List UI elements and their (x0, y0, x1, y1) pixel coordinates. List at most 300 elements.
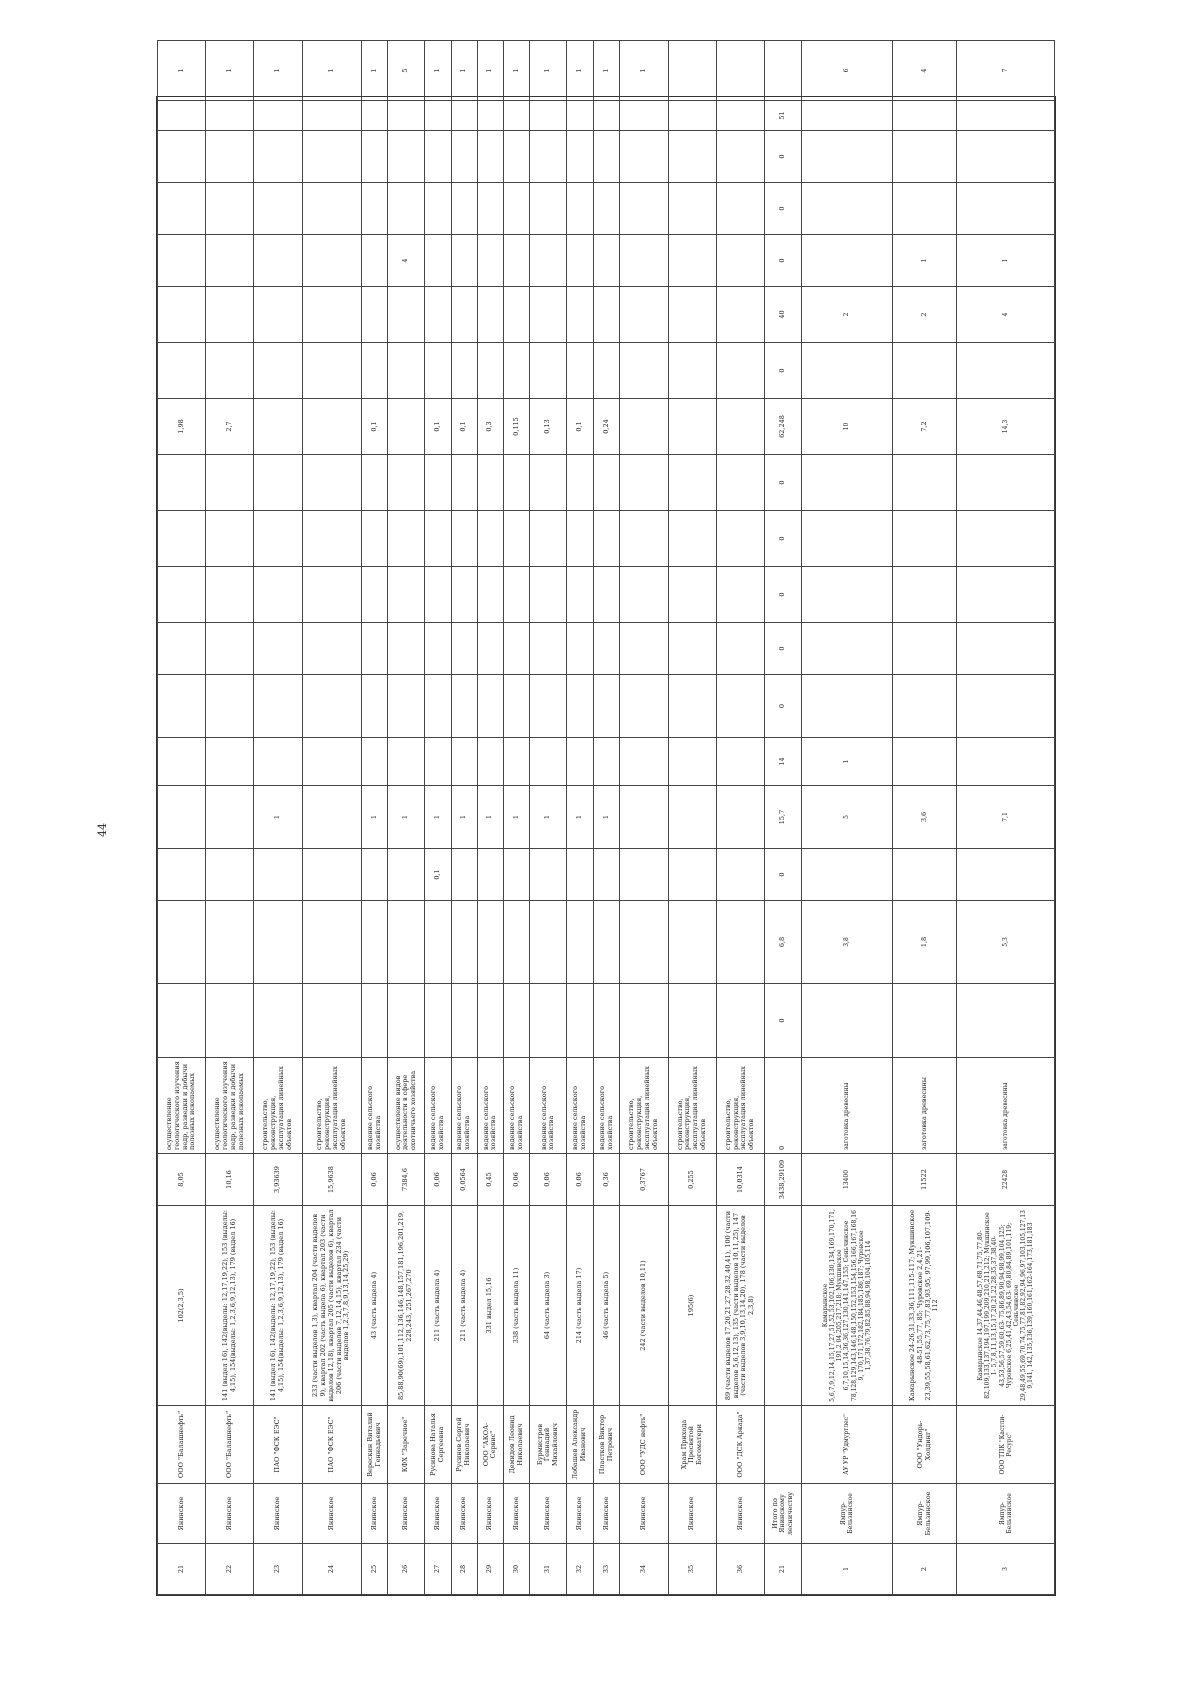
cell-forest-district: Янинское (206, 1484, 254, 1544)
cell-indicator-6 (668, 675, 716, 738)
cell-indicator-13 (668, 287, 716, 343)
cell-tenant: КФХ "Заречное" (388, 1406, 425, 1484)
cell-indicator-15: 0 (765, 183, 802, 235)
cell-indicator-17 (254, 101, 302, 131)
cell-use-type: заготовка древесины (802, 1058, 892, 1154)
cell-area-ha: 0,255 (668, 1154, 716, 1206)
cell-indicator-15 (620, 183, 668, 235)
cell-indicator-1 (477, 984, 503, 1058)
cell-indicator-8 (158, 567, 206, 623)
cell-indicator-11: 10 (802, 399, 892, 455)
cell-indicator-13 (567, 287, 593, 343)
cell-indicator-6 (716, 675, 764, 738)
cell-indicator-10 (302, 455, 361, 511)
cell-row-number: 26 (388, 1544, 425, 1595)
cell-indicator-7 (503, 623, 529, 675)
cell-indicator-18: 7 (957, 41, 1055, 101)
cell-indicator-13 (302, 287, 361, 343)
cell-indicator-3 (254, 849, 302, 901)
cell-tenant: Русинов Сергей Николаевич (451, 1406, 477, 1484)
cell-indicator-14 (503, 235, 529, 287)
cell-indicator-13 (158, 287, 206, 343)
cell-indicator-3 (957, 849, 1055, 901)
cell-tenant: Бурмистров Геннадий Михайлович (530, 1406, 567, 1484)
cell-indicator-11 (620, 399, 668, 455)
cell-indicator-14 (477, 235, 503, 287)
cell-indicator-7 (451, 623, 477, 675)
cell-indicator-11: 0,1 (567, 399, 593, 455)
cell-indicator-7 (802, 623, 892, 675)
cell-indicator-8 (302, 567, 361, 623)
cell-indicator-16 (302, 131, 361, 183)
cell-area-ha: 0,06 (361, 1154, 387, 1206)
cell-quarters-plots: Камарынское 5,6,7,9,12,14,15,17,27,51,52,53,102,106,130,134,169,170,171,191,2 04,205,217,218; Мукшинское 6,7,10,15,14,36,36,127,130,141,147,155; Сеньчинское 78,128,129,143,146,148,150,152,153,154,156,166,167,168,169, 170,171,172,182,184,185,186,187; Чуровское 1,37,38,76,79,82,85,88,94,98,104,105,114 (802, 1206, 892, 1406)
cell-forest-district: Янинское (477, 1484, 503, 1544)
cell-indicator-15 (530, 183, 567, 235)
cell-indicator-10 (158, 455, 206, 511)
cell-indicator-2 (503, 901, 529, 984)
cell-indicator-12 (425, 343, 451, 399)
cell-indicator-15 (567, 183, 593, 235)
cell-quarters-plots: 214 (часть выдела 17) (567, 1206, 593, 1406)
cell-indicator-16 (716, 131, 764, 183)
cell-indicator-16 (567, 131, 593, 183)
cell-area-ha: 15,9638 (302, 1154, 361, 1206)
cell-tenant: Лобашев Александр Иванович (567, 1406, 593, 1484)
cell-forest-district: Янинское (361, 1484, 387, 1544)
cell-indicator-4 (668, 786, 716, 849)
cell-tenant: ПАО "ФСК ЕЭС" (254, 1406, 302, 1484)
cell-use-type: 0 (765, 1058, 802, 1154)
cell-indicator-10 (477, 455, 503, 511)
cell-indicator-2 (254, 901, 302, 984)
cell-row-number: 23 (254, 1544, 302, 1595)
cell-row-number: 21 (158, 1544, 206, 1595)
cell-use-type: ведение сельского хозяйства (503, 1058, 529, 1154)
cell-indicator-13 (451, 287, 477, 343)
cell-indicator-9 (716, 511, 764, 567)
cell-indicator-14 (593, 235, 620, 287)
cell-quarters-plots: 211 (часть выдела 4) (451, 1206, 477, 1406)
cell-row-number: 29 (477, 1544, 503, 1595)
cell-indicator-17 (892, 101, 957, 131)
cell-quarters-plots: 46 (часть выдела 5) (593, 1206, 620, 1406)
cell-tenant: ООО "ДСК Аркада" (716, 1406, 764, 1484)
cell-indicator-16 (425, 131, 451, 183)
cell-indicator-18 (668, 41, 716, 101)
cell-forest-district: Янинское (716, 1484, 764, 1544)
cell-row-number: 32 (567, 1544, 593, 1595)
cell-indicator-9 (593, 511, 620, 567)
cell-indicator-13 (620, 287, 668, 343)
cell-row-number: 21 (765, 1544, 802, 1595)
cell-forest-district: Янинское (254, 1484, 302, 1544)
cell-indicator-9 (802, 511, 892, 567)
cell-indicator-8 (593, 567, 620, 623)
cell-indicator-1 (388, 984, 425, 1058)
cell-row-number: 30 (503, 1544, 529, 1595)
cell-indicator-17 (593, 101, 620, 131)
cell-indicator-12 (892, 343, 957, 399)
cell-use-type: ведение сельского хозяйства (530, 1058, 567, 1154)
cell-quarters-plots: 195(6) (668, 1206, 716, 1406)
cell-indicator-17 (503, 101, 529, 131)
cell-indicator-10 (451, 455, 477, 511)
cell-indicator-1 (254, 984, 302, 1058)
cell-indicator-12 (567, 343, 593, 399)
cell-indicator-7 (567, 623, 593, 675)
cell-indicator-12 (530, 343, 567, 399)
table-row (451, 41, 477, 1595)
cell-indicator-18: 1 (593, 41, 620, 101)
cell-indicator-11: 14,3 (957, 399, 1055, 455)
cell-indicator-5 (716, 738, 764, 786)
cell-indicator-14: 1 (892, 235, 957, 287)
cell-forest-district: Янинское (158, 1484, 206, 1544)
cell-quarters-plots: 331 выдел 15,16 (477, 1206, 503, 1406)
cell-indicator-9 (206, 511, 254, 567)
cell-indicator-9 (892, 511, 957, 567)
cell-indicator-4: 1 (503, 786, 529, 849)
table-row (765, 41, 802, 1595)
cell-area-ha: 0,36 (593, 1154, 620, 1206)
cell-indicator-16 (892, 131, 957, 183)
cell-indicator-1 (530, 984, 567, 1058)
cell-indicator-14 (668, 235, 716, 287)
cell-row-number: 25 (361, 1544, 387, 1595)
cell-indicator-4: 1 (593, 786, 620, 849)
cell-forest-district: Янинское (451, 1484, 477, 1544)
cell-indicator-1: 0 (765, 984, 802, 1058)
cell-indicator-11 (302, 399, 361, 455)
table-row (530, 41, 567, 1595)
cell-indicator-17 (668, 101, 716, 131)
cell-indicator-3 (302, 849, 361, 901)
cell-indicator-11: 2,7 (206, 399, 254, 455)
cell-indicator-7 (361, 623, 387, 675)
cell-indicator-4: 1 (425, 786, 451, 849)
cell-indicator-11 (388, 399, 425, 455)
cell-indicator-18 (716, 41, 764, 101)
cell-indicator-5: 1 (802, 738, 892, 786)
cell-indicator-17 (477, 101, 503, 131)
cell-indicator-6 (892, 675, 957, 738)
cell-tenant: ООО "Ундорь-Холдинг" (892, 1406, 957, 1484)
cell-indicator-7 (206, 623, 254, 675)
cell-indicator-13 (716, 287, 764, 343)
cell-tenant: ООО ТПК "Кастли-Ресурс" (957, 1406, 1055, 1484)
cell-area-ha: 0,06 (503, 1154, 529, 1206)
cell-indicator-2 (593, 901, 620, 984)
cell-quarters-plots: 338 (часть выдела 11) (503, 1206, 529, 1406)
cell-indicator-7 (593, 623, 620, 675)
cell-indicator-5 (302, 738, 361, 786)
cell-indicator-1 (206, 984, 254, 1058)
cell-indicator-6 (802, 675, 892, 738)
cell-forest-district: Янинское (530, 1484, 567, 1544)
cell-area-ha: 0,45 (477, 1154, 503, 1206)
table-row (425, 41, 451, 1595)
cell-indicator-4 (716, 786, 764, 849)
cell-indicator-15 (957, 183, 1055, 235)
cell-indicator-16 (158, 131, 206, 183)
cell-indicator-9 (567, 511, 593, 567)
table-row (206, 41, 254, 1595)
cell-indicator-6 (567, 675, 593, 738)
cell-indicator-13: 2 (892, 287, 957, 343)
cell-indicator-18: 1 (451, 41, 477, 101)
cell-indicator-2 (477, 901, 503, 984)
cell-indicator-13: 2 (802, 287, 892, 343)
cell-indicator-14 (361, 235, 387, 287)
cell-indicator-17 (206, 101, 254, 131)
cell-quarters-plots: 102(2,3,5) (158, 1206, 206, 1406)
cell-indicator-6 (361, 675, 387, 738)
cell-indicator-9 (957, 511, 1055, 567)
cell-indicator-2: 1,8 (892, 901, 957, 984)
cell-indicator-2: 3,8 (802, 901, 892, 984)
cell-indicator-10 (254, 455, 302, 511)
cell-indicator-9: 0 (765, 511, 802, 567)
cell-indicator-11 (254, 399, 302, 455)
cell-indicator-1 (620, 984, 668, 1058)
cell-indicator-2 (668, 901, 716, 984)
cell-indicator-14 (530, 235, 567, 287)
cell-indicator-4: 1 (530, 786, 567, 849)
cell-indicator-3 (620, 849, 668, 901)
cell-indicator-9 (451, 511, 477, 567)
cell-indicator-17 (620, 101, 668, 131)
cell-forest-district: Янинское (302, 1484, 361, 1544)
cell-indicator-2 (302, 901, 361, 984)
cell-area-ha: 10,0314 (716, 1154, 764, 1206)
cell-indicator-10 (668, 455, 716, 511)
cell-indicator-13 (388, 287, 425, 343)
cell-quarters-plots: Камарынское 14,37,44,46,48,57,68,71,75,77,80- 82,109,133,137,194,197,199,209,210,211,212; Мукшинское 1- 5,7,8,11,13,15,17,20,21,22,28,35,37,38,40-43,53,56,57,59,60,63- 75,86,89,90,94,98,99,104,125; Чуровское 6,25,41,42,43,54,63- 69,80,84,89,101,119; Сеньчинское 29,48,49,55,69,70,74,75,77,81,82,92,94,96,97,103,105,127,139,141, 142,135,136,139,160,161,162-164,173,181,183 (957, 1206, 1055, 1406)
cell-indicator-3 (503, 849, 529, 901)
cell-quarters-plots: 242 (части выделов 10,11) (620, 1206, 668, 1406)
cell-indicator-15 (302, 183, 361, 235)
cell-area-ha: 0,06 (530, 1154, 567, 1206)
cell-indicator-8 (530, 567, 567, 623)
cell-indicator-4: 1 (567, 786, 593, 849)
cell-indicator-9 (530, 511, 567, 567)
cell-use-type: заготовка древесины (957, 1058, 1055, 1154)
cell-indicator-1 (158, 984, 206, 1058)
cell-use-type: строительство, реконструкция, эксплуатация линейных объектов (668, 1058, 716, 1154)
cell-indicator-2 (716, 901, 764, 984)
cell-use-type: ведение сельского хозяйства (477, 1058, 503, 1154)
cell-indicator-18: 1 (206, 41, 254, 101)
cell-indicator-18: 1 (477, 41, 503, 101)
cell-indicator-18: 1 (425, 41, 451, 101)
cell-indicator-11: 0,115 (503, 399, 529, 455)
cell-indicator-7 (254, 623, 302, 675)
cell-indicator-18: 1 (530, 41, 567, 101)
cell-indicator-16 (254, 131, 302, 183)
cell-indicator-10: 0 (765, 455, 802, 511)
cell-indicator-17 (802, 101, 892, 131)
cell-tenant: ООО "АКОА-Сервис" (477, 1406, 503, 1484)
cell-indicator-16 (388, 131, 425, 183)
cell-indicator-8 (503, 567, 529, 623)
cell-indicator-16 (477, 131, 503, 183)
table-row (567, 41, 593, 1595)
table-row (361, 41, 387, 1595)
cell-row-number: 24 (302, 1544, 361, 1595)
cell-use-type: осуществление геологического изучения недр, разведки и добычи полезных ископаемых (158, 1058, 206, 1154)
cell-row-number: 34 (620, 1544, 668, 1595)
cell-indicator-12 (451, 343, 477, 399)
cell-quarters-plots: 89 (части выделов 17,20,21,27,28,32,40,41), 100 (части выделов 5,6,12,13), 135 (части выделов 10,11,25), 147 (части выделов 3,9,10,13,14,20), 178 (части выделов 2,3,8) (716, 1206, 764, 1406)
cell-area-ha: 22428 (957, 1154, 1055, 1206)
cell-indicator-16 (802, 131, 892, 183)
cell-indicator-10 (620, 455, 668, 511)
cell-indicator-3 (388, 849, 425, 901)
table-row (503, 41, 529, 1595)
cell-indicator-11: 0,1 (451, 399, 477, 455)
cell-use-type: ведение сельского хозяйства (451, 1058, 477, 1154)
cell-quarters-plots: 141 (выдел 16), 142(выделы: 12,17,19,22), 153 (выделы: 4,15), 154(выделы: 1,2,3,6,9,12,13), 179 (выдел 16) (206, 1206, 254, 1406)
cell-indicator-2 (451, 901, 477, 984)
cell-indicator-10 (567, 455, 593, 511)
cell-indicator-9 (668, 511, 716, 567)
cell-area-ha: 0,06 (425, 1154, 451, 1206)
cell-indicator-11: 0,3 (477, 399, 503, 455)
cell-indicator-4: 1 (388, 786, 425, 849)
cell-indicator-10 (593, 455, 620, 511)
cell-indicator-8 (254, 567, 302, 623)
cell-use-type: строительство, реконструкция, эксплуатация линейных объектов (620, 1058, 668, 1154)
table-row (668, 41, 716, 1595)
cell-indicator-14 (620, 235, 668, 287)
cell-indicator-9 (388, 511, 425, 567)
cell-indicator-13 (361, 287, 387, 343)
cell-quarters-plots: 43 (часть выдела 4) (361, 1206, 387, 1406)
cell-indicator-10 (361, 455, 387, 511)
cell-indicator-9 (302, 511, 361, 567)
cell-indicator-16 (530, 131, 567, 183)
cell-indicator-17 (388, 101, 425, 131)
cell-indicator-18: 4 (892, 41, 957, 101)
cell-indicator-2 (425, 901, 451, 984)
cell-indicator-3 (593, 849, 620, 901)
cell-indicator-10 (957, 455, 1055, 511)
cell-indicator-15 (668, 183, 716, 235)
cell-indicator-14 (425, 235, 451, 287)
cell-use-type: осуществление геологического изучения недр, разведки и добычи полезных ископаемых (206, 1058, 254, 1154)
cell-indicator-12 (302, 343, 361, 399)
cell-indicator-17 (361, 101, 387, 131)
cell-use-type: ведение сельского хозяйства (567, 1058, 593, 1154)
cell-indicator-18: 1 (254, 41, 302, 101)
cell-indicator-1 (302, 984, 361, 1058)
cell-use-type: ведение сельского хозяйства (425, 1058, 451, 1154)
cell-indicator-2: 5,3 (957, 901, 1055, 984)
cell-indicator-3: 0,1 (425, 849, 451, 901)
cell-indicator-3 (530, 849, 567, 901)
cell-tenant: Верескин Виталий Геннадьевич (361, 1406, 387, 1484)
cell-row-number: 33 (593, 1544, 620, 1595)
cell-indicator-14: 4 (388, 235, 425, 287)
cell-indicator-13 (593, 287, 620, 343)
cell-indicator-1 (668, 984, 716, 1058)
cell-indicator-10 (388, 455, 425, 511)
cell-indicator-15 (425, 183, 451, 235)
cell-indicator-11: 0,1 (425, 399, 451, 455)
cell-indicator-5 (361, 738, 387, 786)
cell-indicator-4: 1 (477, 786, 503, 849)
cell-indicator-7: 0 (765, 623, 802, 675)
table-row (388, 41, 425, 1595)
cell-indicator-8 (668, 567, 716, 623)
cell-indicator-5 (530, 738, 567, 786)
cell-indicator-7 (158, 623, 206, 675)
cell-area-ha: 10,16 (206, 1154, 254, 1206)
cell-indicator-17 (957, 101, 1055, 131)
cell-indicator-15 (254, 183, 302, 235)
cell-indicator-6 (206, 675, 254, 738)
cell-indicator-6 (254, 675, 302, 738)
cell-indicator-15 (451, 183, 477, 235)
cell-indicator-5 (892, 738, 957, 786)
cell-indicator-14 (802, 235, 892, 287)
cell-row-number: 36 (716, 1544, 764, 1595)
cell-indicator-8 (206, 567, 254, 623)
cell-indicator-12 (388, 343, 425, 399)
cell-forest-district: Янинское (503, 1484, 529, 1544)
cell-indicator-10 (716, 455, 764, 511)
table-row (957, 41, 1055, 1595)
cell-forest-district: Янинское (567, 1484, 593, 1544)
cell-indicator-16 (361, 131, 387, 183)
cell-indicator-14 (254, 235, 302, 287)
cell-indicator-3 (361, 849, 387, 901)
cell-indicator-2 (620, 901, 668, 984)
cell-indicator-15 (388, 183, 425, 235)
cell-indicator-1 (503, 984, 529, 1058)
cell-indicator-9 (158, 511, 206, 567)
cell-indicator-1 (593, 984, 620, 1058)
cell-indicator-6 (503, 675, 529, 738)
cell-indicator-18: 1 (567, 41, 593, 101)
cell-indicator-1 (802, 984, 892, 1058)
cell-indicator-7 (530, 623, 567, 675)
cell-quarters-plots: 141 (выдел 16), 142(выделы: 12,17,19,22), 153 (выделы: 4,15), 154(выделы: 1,2,3,6,9,12,13), 179 (выдел 16) (254, 1206, 302, 1406)
cell-indicator-4 (620, 786, 668, 849)
cell-indicator-15 (503, 183, 529, 235)
cell-indicator-18: 5 (388, 41, 425, 101)
cell-indicator-9 (503, 511, 529, 567)
cell-indicator-6 (388, 675, 425, 738)
cell-indicator-5 (388, 738, 425, 786)
cell-area-ha: 7384,6 (388, 1154, 425, 1206)
cell-indicator-12 (802, 343, 892, 399)
cell-indicator-7 (388, 623, 425, 675)
cell-indicator-7 (302, 623, 361, 675)
cell-indicator-18: 6 (802, 41, 892, 101)
cell-indicator-17 (716, 101, 764, 131)
cell-indicator-11: 7,2 (892, 399, 957, 455)
cell-indicator-8 (567, 567, 593, 623)
cell-tenant (765, 1406, 802, 1484)
cell-indicator-7 (716, 623, 764, 675)
cell-indicator-17 (158, 101, 206, 131)
cell-indicator-12 (593, 343, 620, 399)
rotated-register-frame (157, 68, 1055, 1595)
cell-indicator-13: 4 (957, 287, 1055, 343)
cell-indicator-17 (451, 101, 477, 131)
